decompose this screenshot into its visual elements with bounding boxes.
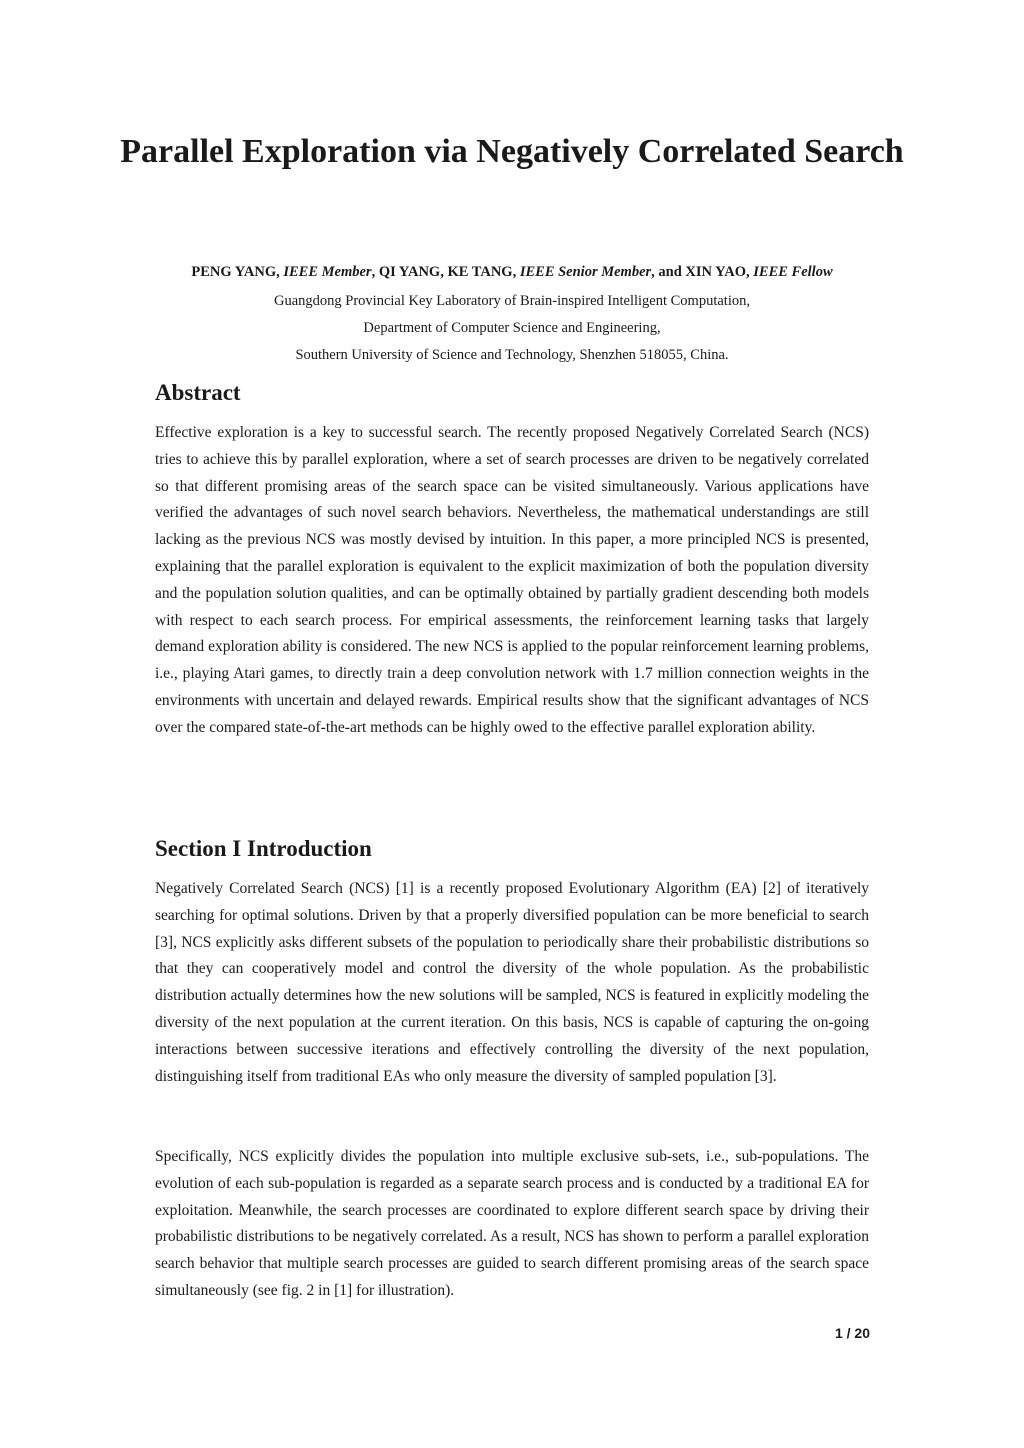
author-4: , and XIN YAO,	[651, 264, 754, 280]
affiliation	[100, 288, 924, 369]
authors-2: , QI YANG, KE TANG,	[371, 264, 520, 280]
abstract-text: Effective exploration is a key to successful search. The recently proposed Negatively Correlated Search (NCS) tries to achieve this by parallel exploration, where a set of search processes are driven to be negatively correlated so that different promising areas of the search space can be visited simultaneously. Various applications have verified the advantages of such novel search behaviors. Nevertheless, the mathematical understandings are still lacking as the previous NCS was mostly devised by intuition. In this paper, a more principled NCS is presented, explaining that the parallel exploration is equivalent to the explicit maximization of both the population diversity and the population solution qualities, and can be optimally obtained by partially gradient descending both models with respect to each search process. For empirical assessments, the reinforcement learning tasks that largely demand exploration ability is considered. The new NCS is applied to the popular reinforcement learning problems, i.e., playing Atari games, to directly train a deep convolution network with 1.7 million connection weights in the environments with uncertain and delayed rewards. Empirical results show that the significant advantages of NCS over the compared state-of-the-art methods can be highly owed to the effective parallel exploration ability.	[155, 424, 869, 736]
introduction-paragraph-1: Negatively Correlated Search (NCS) [1] is a recently proposed Evolutionary Algorithm (EA) [2] of iteratively searching for optimal solutions. Driven by that a properly diversified population can be more beneficial to search [3], NCS explicitly asks different subsets of the population to periodically share their probabilistic distributions so that they can cooperatively model and control the diversity of the whole population. As the probabilistic distribution actually determines how the new solutions will be sampled, NCS is featured in explicitly modeling the diversity of the next population at the current iteration. On this basis, NCS is capable of capturing the on-going interactions between successive iterations and effectively controlling the diversity of the next population, distinguishing itself from traditional EAs who only measure the diversity of sampled population [3].	[155, 880, 869, 1085]
author-1-role: IEEE Member	[283, 264, 372, 280]
author-4-role: IEEE Fellow	[753, 264, 833, 280]
introduction-heading: Section I Introduction	[155, 836, 372, 861]
author-1: PENG YANG,	[191, 264, 284, 280]
affiliation-line: Southern University of Science and Technology, Shenzhen 518055, China.	[295, 347, 729, 363]
author-list	[60, 262, 964, 282]
page-number: 1 / 20	[834, 1325, 870, 1341]
abstract-heading: Abstract	[155, 380, 241, 405]
author-3-role: IEEE Senior Member	[519, 264, 652, 280]
introduction-paragraph-2: Specifically, NCS explicitly divides the population into multiple exclusive sub-sets, i.e., sub-populations. The evolution of each sub-population is regarded as a separate search process and is conducted by a traditional EA for exploitation. Meanwhile, the search processes are coordinated to explore different search space by driving their probabilistic distributions to be negatively correlated. As a result, NCS has shown to perform a parallel exploration search behavior that multiple search processes are guided to search different promising areas of the search space simultaneously (see fig. 2 in [1] for illustration).	[155, 1148, 869, 1299]
affiliation-line: Department of Computer Science and Engineering,	[363, 320, 661, 336]
affiliation-line: Guangdong Provincial Key Laboratory of Brain-inspired Intelligent Computation,	[274, 293, 750, 309]
paper-title: Parallel Exploration via Negatively Correlated Search	[120, 133, 904, 170]
